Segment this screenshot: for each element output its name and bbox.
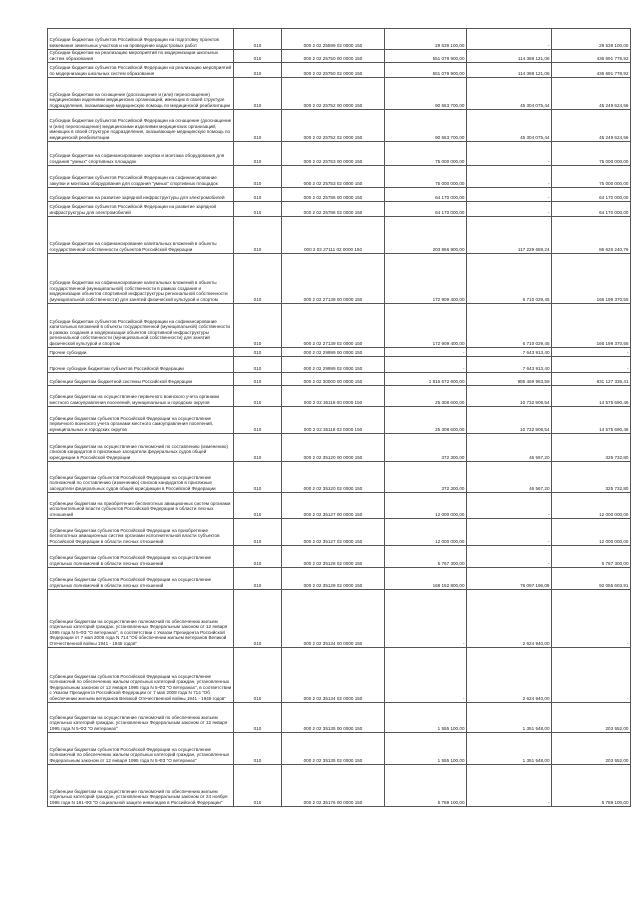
table-row [48, 648, 631, 703]
income-classification-code-cell: 000 2 02 35120 02 0000 150 [282, 462, 385, 493]
unexecuted-amount-cell: 436 691 778,92 [552, 63, 631, 78]
approved-appointments-cell: 64 170 000,00 [385, 188, 467, 202]
income-classification-code-cell: 000 2 02 27111 02 0000 150 [282, 217, 385, 254]
income-classification-code-cell: 000 2 02 25753 02 0000 150 [282, 166, 385, 188]
unexecuted-amount-cell: 75 000 000,00 [552, 166, 631, 188]
executed-amount-cell: 2 624 940,00 [467, 590, 552, 648]
income-classification-code-cell: 000 2 02 35118 00 0000 150 [282, 386, 385, 407]
line-code-cell: 010 [234, 373, 282, 386]
approved-appointments-cell: - [385, 590, 467, 648]
approved-appointments-cell: 5 767 300,00 [385, 546, 467, 568]
income-classification-code-cell: 000 2 02 35120 00 0000 150 [282, 434, 385, 462]
table-row [48, 63, 631, 78]
table-row [48, 546, 631, 568]
line-code-cell: 010 [234, 546, 282, 568]
unexecuted-amount-cell: 64 170 000,00 [552, 202, 631, 217]
executed-amount-cell: - [467, 166, 552, 188]
income-classification-code-cell: 000 2 02 27139 02 0000 150 [282, 304, 385, 348]
unexecuted-amount-cell: - [552, 590, 631, 648]
approved-appointments-cell: 12 000 000,00 [385, 519, 467, 546]
unexecuted-amount-cell: 75 000 000,00 [552, 142, 631, 166]
line-code-cell: 010 [234, 142, 282, 166]
line-code-cell: 010 [234, 703, 282, 733]
approved-appointments-cell: - [385, 648, 467, 703]
line-code-cell: 010 [234, 648, 282, 703]
approved-appointments-cell: 75 000 000,00 [385, 142, 467, 166]
table-row [48, 217, 631, 254]
line-code-cell: 010 [234, 110, 282, 142]
indicator-name-cell: Субвенции бюджетам на осуществление полномочий по обеспечению жильем отдельных категорий граждан, установленных Федеральным законом от 12 января 1995 года N 5-ФЗ "О ветеранах", в соответствии с Указом Президента Российской Федерации от 7 мая 2008 года N 714 "Об обеспечении жильем ветеранов Великой Отечественной войны 1941 - 1945 годов" [48, 590, 234, 648]
income-classification-code-cell: 000 2 02 35118 02 0000 150 [282, 407, 385, 434]
unexecuted-amount-cell: 12 000 000,00 [552, 493, 631, 519]
indicator-name-cell: Субсидии бюджетам на оснащение (дооснащение и (или) переоснащение) медицинскими изделиями медицинских организаций, имеющих в своей структуре подразделения, оказывающие медицинскую помощь по медицинской реабилитации [48, 78, 234, 110]
indicator-name-cell: Субвенции бюджетам на приобретение беспилотных авиационных систем органами исполнительной власти субъектов Российской Федерации в области лесных отношений [48, 493, 234, 519]
unexecuted-amount-cell: 203 552,00 [552, 733, 631, 765]
line-code-cell: 010 [234, 386, 282, 407]
line-code-cell: 010 [234, 188, 282, 202]
income-classification-code-cell: 000 2 02 30000 00 0000 150 [282, 373, 385, 386]
table-row [48, 142, 631, 166]
executed-amount-cell: - [467, 765, 552, 807]
executed-amount-cell: 6 710 029,45 [467, 254, 552, 304]
income-classification-code-cell: 000 2 02 35134 02 0000 150 [282, 648, 385, 703]
indicator-name-cell: Субсидии бюджетам на софинансирование закупки и монтажа оборудования для создания "умных" спортивных площадок [48, 142, 234, 166]
indicator-name-cell: Субвенции бюджетам бюджетной системы Российской Федерации [48, 373, 234, 386]
executed-amount-cell: 117 229 659,24 [467, 217, 552, 254]
income-classification-code-cell: 000 2 02 25750 00 0000 150 [282, 50, 385, 63]
executed-amount-cell: 46 567,20 [467, 434, 552, 462]
income-classification-code-cell: 000 2 02 35127 02 0000 150 [282, 519, 385, 546]
table-row [48, 348, 631, 357]
unexecuted-amount-cell: 325 732,80 [552, 462, 631, 493]
unexecuted-amount-cell: 831 127 336,41 [552, 373, 631, 386]
income-classification-code-cell: 000 2 02 29999 02 0000 150 [282, 357, 385, 373]
table-row [48, 590, 631, 648]
indicator-name-cell: Субвенции бюджетам на осуществление полномочий по обеспечению жильем отдельных категорий граждан, установленных Федеральным законом от 12 января 1995 года N 5-ФЗ "О ветеранах" [48, 703, 234, 733]
table-row [48, 765, 631, 807]
approved-appointments-cell: 25 308 600,00 [385, 386, 467, 407]
indicator-name-cell: Субвенции бюджетам субъектов Российской Федерации на осуществление полномочий по обеспечению жильем отдельных категорий граждан, установленных Федеральным законом от 12 января 1995 года N 5-ФЗ "О ветеранах" [48, 733, 234, 765]
table-body [48, 29, 631, 807]
approved-appointments-cell: 172 909 400,00 [385, 304, 467, 348]
approved-appointments-cell: 1 555 100,00 [385, 703, 467, 733]
unexecuted-amount-cell: 5 789 100,00 [552, 765, 631, 807]
table-row [48, 407, 631, 434]
indicator-name-cell: Субвенции бюджетам субъектов Российской Федерации на осуществление отдельных полномочий в области лесных отношений [48, 546, 234, 568]
approved-appointments-cell: 372 300,00 [385, 462, 467, 493]
line-code-cell: 010 [234, 493, 282, 519]
indicator-name-cell: Субсидии бюджетам субъектов Российской Федерации на софинансирование капитальных вложений в объекты государственной (муниципальной) собственности в рамках создания и модернизации объектов спортивной инфраструктуры региональной собственности (муниципальной собственности) для занятий физической культурой и спортом [48, 304, 234, 348]
table-row [48, 434, 631, 462]
indicator-name-cell: Субсидии бюджетам на развитие зарядной инфраструктуры для электромобилей [48, 188, 234, 202]
executed-amount-cell: - [467, 546, 552, 568]
executed-amount-cell: - [467, 29, 552, 50]
table-row [48, 304, 631, 348]
unexecuted-amount-cell: 5 767 300,00 [552, 546, 631, 568]
line-code-cell: 010 [234, 462, 282, 493]
approved-appointments-cell: 203 856 900,00 [385, 217, 467, 254]
indicator-name-cell: Субсидии бюджетам субъектов Российской Федерации на развитие зарядной инфраструктуры для электромобилей [48, 202, 234, 217]
table-row [48, 386, 631, 407]
unexecuted-amount-cell: 92 055 603,91 [552, 568, 631, 590]
executed-amount-cell: 985 469 963,59 [467, 373, 552, 386]
income-classification-code-cell: 000 2 02 25786 02 0000 150 [282, 202, 385, 217]
unexecuted-amount-cell: 166 199 370,55 [552, 254, 631, 304]
budget-execution-table [47, 28, 631, 807]
line-code-cell: 010 [234, 50, 282, 63]
table-row [48, 166, 631, 188]
line-code-cell: 010 [234, 357, 282, 373]
executed-amount-cell: 45 304 075,44 [467, 110, 552, 142]
line-code-cell: 010 [234, 765, 282, 807]
executed-amount-cell: 10 732 909,54 [467, 386, 552, 407]
table-row [48, 202, 631, 217]
executed-amount-cell: - [467, 202, 552, 217]
indicator-name-cell: Субвенции бюджетам субъектов Российской Федерации на осуществление полномочий по обеспечению жильем отдельных категорий граждан, установленных Федеральным законом от 12 января 1995 года N 5-ФЗ "О ветеранах", в соответствии с Указом Президента Российской Федерации от 7 мая 2008 года N 714 "Об обеспечении жильем ветеранов Великой Отечественной войны 1941 - 1945 годов" [48, 648, 234, 703]
indicator-name-cell: Субвенции бюджетам субъектов Российской Федерации на осуществление отдельных полномочий в области лесных отношений [48, 568, 234, 590]
line-code-cell: 010 [234, 63, 282, 78]
executed-amount-cell: - [467, 519, 552, 546]
executed-amount-cell: 1 351 548,00 [467, 733, 552, 765]
indicator-name-cell: Субсидии бюджетам на софинансирование капитальных вложений в объекты государственной (муниципальной) собственности в рамках создания и модернизации объектов спортивной инфраструктуры региональной собственности (муниципальной собственности) для занятий физической культурой и спортом [48, 254, 234, 304]
approved-appointments-cell: 168 152 800,00 [385, 568, 467, 590]
unexecuted-amount-cell: 436 691 778,92 [552, 50, 631, 63]
line-code-cell: 010 [234, 733, 282, 765]
indicator-name-cell: Прочие субсидии бюджетам субъектов Российской Федерации [48, 357, 234, 373]
unexecuted-amount-cell: 325 732,80 [552, 434, 631, 462]
table-row [48, 519, 631, 546]
income-classification-code-cell: 000 2 02 35135 02 0000 150 [282, 733, 385, 765]
executed-amount-cell: 7 643 913,40 [467, 348, 552, 357]
approved-appointments-cell: 90 553 700,00 [385, 110, 467, 142]
approved-appointments-cell: 551 079 900,00 [385, 63, 467, 78]
unexecuted-amount-cell: 29 539 100,00 [552, 29, 631, 50]
income-classification-code-cell: 000 2 02 25752 00 0000 150 [282, 78, 385, 110]
indicator-name-cell: Субсидии бюджетам на реализацию мероприятий по модернизации школьных систем образования [48, 50, 234, 63]
income-classification-code-cell: 000 2 02 25753 00 0000 150 [282, 142, 385, 166]
indicator-name-cell: Субсидии бюджетам субъектов Российской Федерации на реализацию мероприятий по модернизации школьных систем образования [48, 63, 234, 78]
indicator-name-cell: Субвенции бюджетам субъектов Российской Федерации на приобретение беспилотных авиационных систем органами исполнительной власти субъектов Российской Федерации в области лесных отношений [48, 519, 234, 546]
table-row [48, 50, 631, 63]
unexecuted-amount-cell: - [552, 357, 631, 373]
line-code-cell: 010 [234, 519, 282, 546]
executed-amount-cell: - [467, 493, 552, 519]
indicator-name-cell: Субсидии бюджетам на софинансирование капитальных вложений в объекты государственной собственности субъектов Российской Федерации [48, 217, 234, 254]
line-code-cell: 010 [234, 217, 282, 254]
line-code-cell: 010 [234, 304, 282, 348]
executed-amount-cell: 76 097 196,09 [467, 568, 552, 590]
income-classification-code-cell: 000 2 02 27139 00 0000 150 [282, 254, 385, 304]
executed-amount-cell: - [467, 142, 552, 166]
income-classification-code-cell: 000 2 02 35134 00 0000 150 [282, 590, 385, 648]
income-classification-code-cell: 000 2 02 35127 00 0000 150 [282, 493, 385, 519]
approved-appointments-cell: - [385, 348, 467, 357]
unexecuted-amount-cell: 64 170 000,00 [552, 188, 631, 202]
executed-amount-cell: 46 567,20 [467, 462, 552, 493]
line-code-cell: 010 [234, 407, 282, 434]
table-row [48, 493, 631, 519]
table-row [48, 703, 631, 733]
line-code-cell: 010 [234, 78, 282, 110]
indicator-name-cell: Субвенции бюджетам на осуществление полномочий по составлению (изменению) списков кандидатов в присяжные заседатели федеральных судов общей юрисдикции в Российской Федерации [48, 434, 234, 462]
executed-amount-cell: 2 624 940,00 [467, 648, 552, 703]
indicator-name-cell: Субсидии бюджетам субъектов Российской Федерации на оснащение (дооснащение и (или) переоснащение) медицинскими изделиями медицинских организаций, имеющих в своей структуре подразделения, оказывающие медицинскую помощь по медицинской реабилитации [48, 110, 234, 142]
approved-appointments-cell: 5 789 100,00 [385, 765, 467, 807]
unexecuted-amount-cell: 166 199 370,55 [552, 304, 631, 348]
unexecuted-amount-cell: - [552, 348, 631, 357]
indicator-name-cell: Субвенции бюджетам субъектов Российской Федерации на осуществление первичного воинского учета органами местного самоуправления поселений, муниципальных и городских округов [48, 407, 234, 434]
indicator-name-cell: Субсидии бюджетам субъектов Российской Федерации на подготовку проектов межевания земельных участков и на проведение кадастровых работ [48, 29, 234, 50]
approved-appointments-cell: 25 308 600,00 [385, 407, 467, 434]
income-classification-code-cell: 000 2 02 25599 02 0000 150 [282, 29, 385, 50]
income-classification-code-cell: 000 2 02 25786 00 0000 150 [282, 188, 385, 202]
line-code-cell: 010 [234, 166, 282, 188]
executed-amount-cell: 45 304 075,44 [467, 78, 552, 110]
unexecuted-amount-cell: 14 575 690,46 [552, 386, 631, 407]
approved-appointments-cell: 29 539 100,00 [385, 29, 467, 50]
table-row [48, 110, 631, 142]
approved-appointments-cell: - [385, 357, 467, 373]
indicator-name-cell: Субвенции бюджетам на осуществление полномочий по обеспечению жильем отдельных категорий граждан, установленных Федеральным законом от 24 ноября 1995 года N 181-ФЗ "О социальной защите инвалидов в Российской Федерации" [48, 765, 234, 807]
indicator-name-cell: Субвенции бюджетам на осуществление первичного воинского учета органами местного самоуправления поселений, муниципальных и городских округов [48, 386, 234, 407]
executed-amount-cell: 6 710 029,45 [467, 304, 552, 348]
approved-appointments-cell: 172 909 400,00 [385, 254, 467, 304]
approved-appointments-cell: 12 000 000,00 [385, 493, 467, 519]
approved-appointments-cell: 551 079 900,00 [385, 50, 467, 63]
unexecuted-amount-cell: 45 249 624,56 [552, 78, 631, 110]
indicator-name-cell: Прочие субсидии [48, 348, 234, 357]
income-classification-code-cell: 000 2 02 25752 02 0000 150 [282, 110, 385, 142]
unexecuted-amount-cell: 14 575 690,46 [552, 407, 631, 434]
table-row [48, 29, 631, 50]
line-code-cell: 010 [234, 348, 282, 357]
income-classification-code-cell: 000 2 02 25750 02 0000 150 [282, 63, 385, 78]
line-code-cell: 010 [234, 29, 282, 50]
line-code-cell: 010 [234, 590, 282, 648]
table-row [48, 357, 631, 373]
income-classification-code-cell: 000 2 02 29999 00 0000 150 [282, 348, 385, 357]
income-classification-code-cell: 000 2 02 35135 00 0000 150 [282, 703, 385, 733]
approved-appointments-cell: 90 553 700,00 [385, 78, 467, 110]
line-code-cell: 010 [234, 254, 282, 304]
table-row [48, 462, 631, 493]
unexecuted-amount-cell: 45 249 624,56 [552, 110, 631, 142]
income-classification-code-cell: 000 2 02 35176 00 0000 150 [282, 765, 385, 807]
unexecuted-amount-cell: 86 626 240,76 [552, 217, 631, 254]
executed-amount-cell: 114 388 121,08 [467, 63, 552, 78]
indicator-name-cell: Субсидии бюджетам субъектов Российской Федерации на софинансирование закупки и монтажа оборудования для создания "умных" спортивных площадок [48, 166, 234, 188]
unexecuted-amount-cell: - [552, 648, 631, 703]
approved-appointments-cell: 75 000 000,00 [385, 166, 467, 188]
executed-amount-cell: 1 351 548,00 [467, 703, 552, 733]
line-code-cell: 010 [234, 568, 282, 590]
executed-amount-cell: 114 388 121,08 [467, 50, 552, 63]
approved-appointments-cell: 1 555 100,00 [385, 733, 467, 765]
table-row [48, 373, 631, 386]
line-code-cell: 010 [234, 202, 282, 217]
table-row [48, 78, 631, 110]
approved-appointments-cell: 372 300,00 [385, 434, 467, 462]
line-code-cell: 010 [234, 434, 282, 462]
table-row [48, 188, 631, 202]
income-classification-code-cell: 000 2 02 35128 02 0000 150 [282, 546, 385, 568]
indicator-name-cell: Субвенции бюджетам субъектов Российской Федерации на осуществление полномочий по составлению (изменению) списков кандидатов в присяжные заседатели федеральных судов общей юрисдикции в Российской Федерации [48, 462, 234, 493]
table-row [48, 254, 631, 304]
table-row [48, 568, 631, 590]
approved-appointments-cell: 1 816 672 600,00 [385, 373, 467, 386]
unexecuted-amount-cell: 203 552,00 [552, 703, 631, 733]
executed-amount-cell: - [467, 188, 552, 202]
unexecuted-amount-cell: 12 000 000,00 [552, 519, 631, 546]
table-row [48, 733, 631, 765]
approved-appointments-cell: 64 170 000,00 [385, 202, 467, 217]
executed-amount-cell: 10 732 909,54 [467, 407, 552, 434]
income-classification-code-cell: 000 2 02 35129 02 0000 150 [282, 568, 385, 590]
executed-amount-cell: 7 643 913,40 [467, 357, 552, 373]
